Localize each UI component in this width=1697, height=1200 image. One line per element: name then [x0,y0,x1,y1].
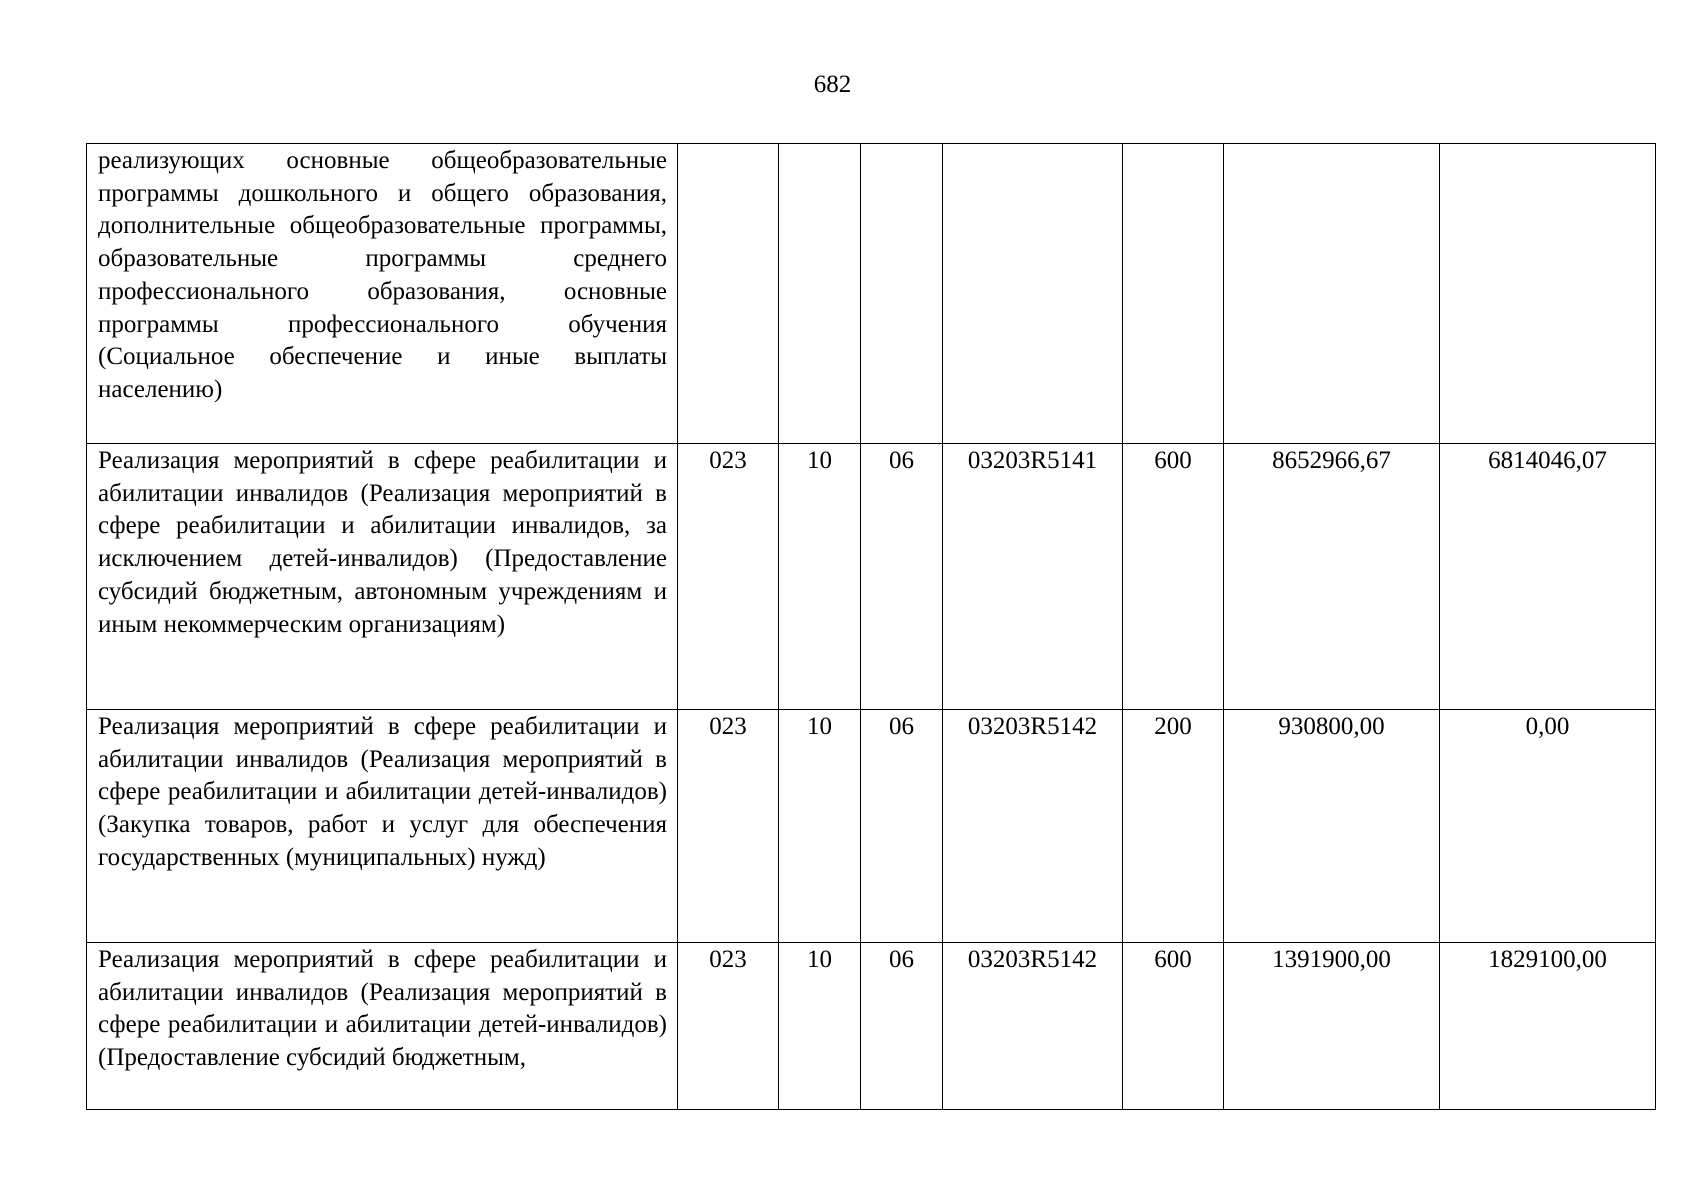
expense-type-code: 200 [1123,710,1224,943]
section-code: 10 [779,444,861,710]
amount-year-1: 8652966,67 [1224,444,1440,710]
budget-table [86,143,1656,1110]
row-description: Реализация мероприятий в сфере реабилитации и абилитации инвалидов (Реализация мероприятий в сфере реабилитации и абилитации инвалидов, за исключением детей-инвалидов) (Предоставление субсидий бюджетным, автономным учреждениям и иным некоммерческим организациям) [87,444,678,710]
page-number: 682 [813,71,852,98]
ministry-code: 023 [678,943,779,1110]
table-row [87,444,1656,710]
amount-year-2: 1829100,00 [1440,943,1656,1110]
section-code [779,144,861,444]
subsection-code [861,144,943,444]
target-item-code: 03203R5142 [943,943,1123,1110]
amount-year-2 [1440,144,1656,444]
table-row [87,943,1656,1110]
amount-year-1: 930800,00 [1224,710,1440,943]
subsection-code: 06 [861,710,943,943]
target-item-code: 03203R5142 [943,710,1123,943]
expense-type-code: 600 [1123,943,1224,1110]
expense-type-code: 600 [1123,444,1224,710]
target-item-code [943,144,1123,444]
subsection-code: 06 [861,943,943,1110]
amount-year-1 [1224,144,1440,444]
amount-year-1: 1391900,00 [1224,943,1440,1110]
expense-type-code [1123,144,1224,444]
table-row [87,710,1656,943]
section-code: 10 [779,710,861,943]
row-description: Реализация мероприятий в сфере реабилитации и абилитации инвалидов (Реализация мероприятий в сфере реабилитации и абилитации детей-инвалидов) (Закупка товаров, работ и услуг для обеспечения государственных (муниципальных) нужд) [87,710,678,943]
table-row [87,144,1656,444]
amount-year-2: 0,00 [1440,710,1656,943]
ministry-code: 023 [678,710,779,943]
target-item-code: 03203R5141 [943,444,1123,710]
ministry-code [678,144,779,444]
row-description: реализующих основные общеобразовательные программы дошкольного и общего образования, дополнительные общеобразовательные программы, образовательные программы среднего профессионального образования, основные программы профессионального обучения (Социальное обеспечение и иные выплаты населению) [87,144,678,444]
row-description: Реализация мероприятий в сфере реабилитации и абилитации инвалидов (Реализация мероприятий в сфере реабилитации и абилитации детей-инвалидов) (Предоставление субсидий бюджетным, [87,943,678,1110]
amount-year-2: 6814046,07 [1440,444,1656,710]
ministry-code: 023 [678,444,779,710]
section-code: 10 [779,943,861,1110]
subsection-code: 06 [861,444,943,710]
